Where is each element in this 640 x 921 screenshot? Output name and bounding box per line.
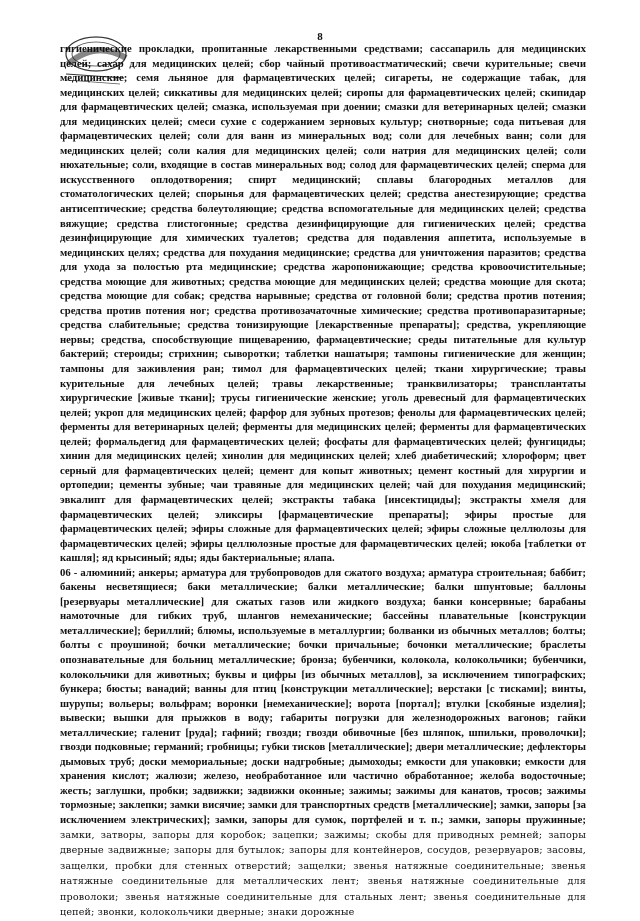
class-06-plain-part: замки, затворы, запоры для коробок; зацепки; зажимы; скобы для приводных ремней; запоры дверные задвижные; запоры для бутылок; запоры для контейнеров, сосудов, резервуаров; засовы, защелки, пробки для стенных отверстий; защелки; звенья натяжные соединительные; звенья натяжные соединительные для металлических лент; звенья натяжные соединительные для проволоки; звенья натяжные соединительные для стальных лент; звенья соединительные для цепей; звонки, колокольчики дверные; знаки дорожные [60,829,586,919]
class-06-text [60,566,586,921]
class-05-text: гигиенические прокладки, пропитанные лекарственными средствами; сассапариль для медицинских целей; сахар для медицинских целей; сбор чайный противоастматический; свечи курительные; свечи медицинские; семя льняное для фармацевтических целей; сигареты, не содержащие табак, для медицинских целей; сиккативы для медицинских целей; сиропы для фармацевтических целей; скипидар для фармацевтических целей; смазка, используемая при доении; смазки для ветеринарных целей; смазки для медицинских целей; смеси сухие с содержанием зерновых культур; снотворные; сода питьевая для фармацевтических целей; соли для ванн из минеральных вод; соли для лечебных ванн; соли для медицинских целей; соли калия для медицинских целей; соли натрия для медицинских целей; соли нюхательные; соли, входящие в состав минеральных вод; солод для фармацевтических целей; сперма для искусственного оплодотворения; спирт медицинский; сплавы благородных металлов для стоматологических целей; спорынья для фармацевтических целей; средства анестезирующие; средства антисептические; средства болеутоляющие; средства вспомогательные для медицинских целей; средства вяжущие; средства глистогонные; средства дезинфицирующие для гигиенических целей; средства дезинфицирующие для химических туалетов; средства для подавления аппетита, используемые в медицинских целях; средства для похудания медицинские; средства для уничтожения паразитов; средства для ухода за полостью рта медицинские; средства жаропонижающие; средства кровоочистительные; средства моющие для животных; средства моющие для медицинских целей; средства моющие для скота; средства моющие для собак; средства нарывные; средства от головной боли; средства против потения; средства против потения ног; средства противозачаточные химические; средства противопаразитарные; средства слабительные; средства тонизирующие [лекарственные препараты]; средства, укрепляющие нервы; средства, способствующие пищеварению, фармацевтические; среды питательные для культур бактерий; стероиды; стрихнин; сыворотки; таблетки нашатыря; тампоны гигиенические для женщин; тампоны для заживления ран; тимол для фармацевтических целей; ткани хирургические; травы курительные для лечебных целей; травы лекарственные; транквилизаторы; трансплантаты хирургические [живые ткани]; трусы гигиенические женские; уголь древесный для фармацевтических целей; укроп для медицинских целей; фарфор для зубных протезов; фенолы для фармацевтических целей; ферменты для ветеринарных целей; ферменты для медицинских целей; ферменты для фармацевтических целей; формальдегид для фармацевтических целей; фосфаты для фармацевтических целей; фунгициды; хинин для медицинских целей; хинолин для медицинских целей; хлеб диабетический; хлороформ; цвет серный для фармацевтических целей; цемент для копыт животных; цемент костный для хирургии и ортопедии; цементы зубные; чаи травяные для медицинских целей; чай для похудания медицинский; эвкалипт для фармацевтических целей; экстракты табака [инсектициды]; экстракты хмеля для фармацевтических целей; эликсиры [фармацевтические препараты]; эфиры простые для фармацевтических целей; эфиры сложные для фармацевтических целей; эфиры сложные целлюлозы для фармацевтических целей; эфиры целлюлозные простые для фармацевтических целей; юкоба [таблетки от кашля]; яд крысиный; яды; яды бактериальные; ялапа. [60,43,586,565]
page-number: 8 [317,31,323,43]
class-06-bold-part: 06 - алюминий; анкеры; арматура для трубопроводов для сжатого воздуха; арматура строительная; баббит; бакены несветящиеся; баки металлические; балки металлические; балки шпунтовые; баллоны [резервуары металлические] для сжатых газов или жидкого воздуха; банки консервные; барабаны намоточные для гибких труб, шлангов немеханические; бассейны плавательные [конструкции металлические]; бериллий; блюмы, используемые в металлургии; болванки из обычных металлов; болты; болты с проушиной; бочки металлические; бочки причальные; бочонки металлические; браслеты опознавательные для больниц металлические; бронза; бубенчики, колокола, колокольчики; бубенчики, колокольчики для животных; буквы и цифры [из обычных металлов], за исключением типографских; бункера; бюсты; ванадий; ванны для птиц [конструкции металлические]; верстаки [с тисками]; винты, шурупы; вольеры; вольфрам; воронки [немеханические]; ворота [портал]; втулки [скобяные изделия]; вывески; вышки для прыжков в воду; габариты погрузки для железнодорожных вагонов; гайки металлические; галенит [руда]; гафний; гвозди; гвозди обивочные [без шляпок, шпильки, проволочки]; гвозди подковные; германий; гробницы; губки тисков [металлические]; двери металлические; дефлекторы дымовых труб; доски мемориальные; доски надгробные; дымоходы; емкости для упаковки; емкости для хранения кислот; жалюзи; железо, необработанное или частично обработанное; желоба водосточные; жесть; заглушки, пробки; задвижки; задвижки оконные; зажимы; зажимы для канатов, тросов; зажимы тормозные; заклепки; замки висячие; замки для транспортных средств [металлические]; замки, запоры [за исключением электрических]; замки, запоры для сумок, портфелей и т. п.; замки, запоры пружинные; [60,566,586,826]
goods-list [60,42,586,921]
